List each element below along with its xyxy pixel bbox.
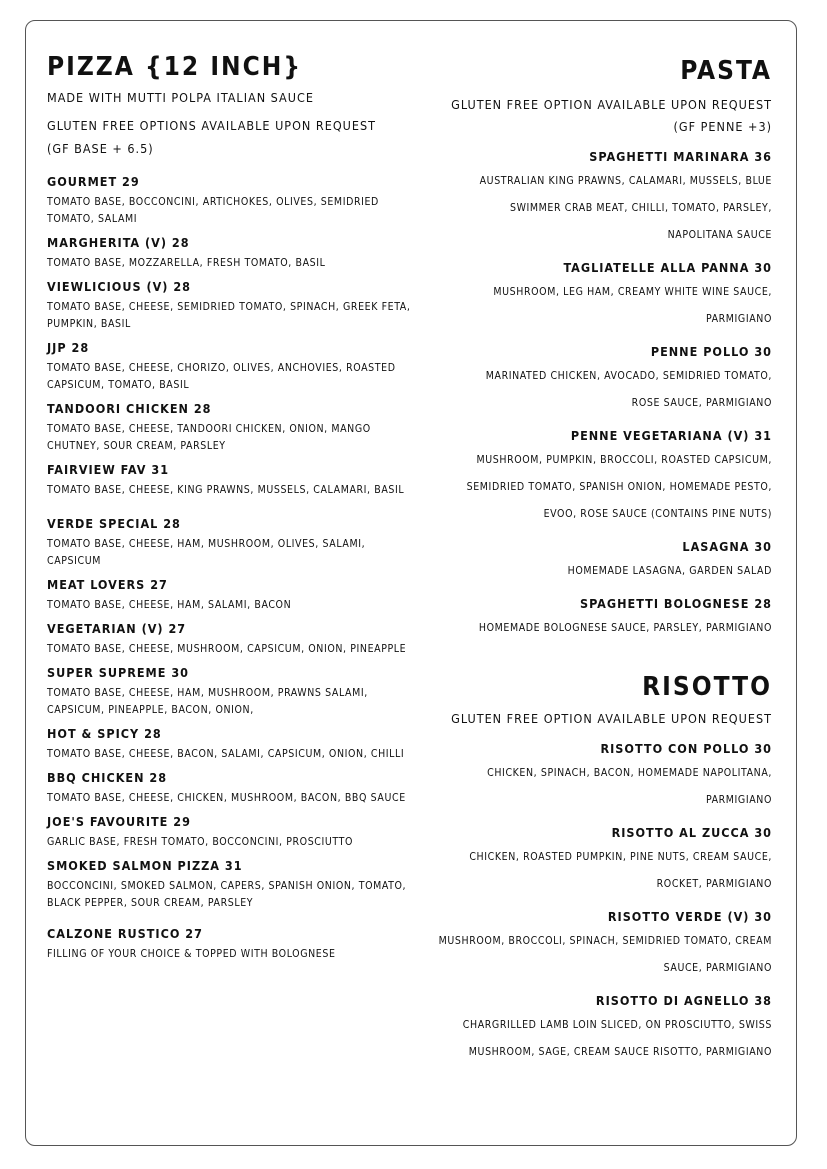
menu-item-description: MUSHROOM, PUMPKIN, BROCCOLI, ROASTED CAPSICUM, — [476, 454, 772, 466]
menu-item-name: SPAGHETTI MARINARA 36 — [589, 149, 772, 164]
menu-item-description: TOMATO BASE, CHEESE, HAM, SALAMI, BACON — [47, 599, 292, 611]
menu-item-name: MARGHERITA (V) 28 — [47, 235, 190, 250]
menu-item-description: EVOO, ROSE SAUCE (CONTAINS PINE NUTS) — [543, 508, 772, 520]
menu-item-name: JJP 28 — [47, 340, 90, 355]
risotto-subtitle: GLUTEN FREE OPTION AVAILABLE UPON REQUEST — [451, 711, 772, 726]
menu-item — [47, 770, 422, 807]
menu-item-name: MEAT LOVERS 27 — [47, 577, 168, 592]
menu-item-description: TOMATO BASE, CHEESE, CHICKEN, MUSHROOM, BACON, BBQ SAUCE — [47, 792, 406, 804]
menu-item-description: TOMATO BASE, MOZZARELLA, FRESH TOMATO, BASIL — [47, 257, 326, 269]
menu-item — [432, 990, 772, 1066]
risotto-title: RISOTTO — [642, 672, 772, 702]
menu-item-description: TOMATO BASE, CHEESE, HAM, MUSHROOM, PRAWNS SALAMI, CAPSICUM, PINEAPPLE, BACON, ONION, — [47, 687, 368, 716]
menu-item-name: LASAGNA 30 — [682, 539, 772, 554]
menu-item — [47, 621, 422, 658]
pizza-list — [47, 174, 422, 963]
menu-item-name: TAGLIATELLE ALLA PANNA 30 — [563, 260, 772, 275]
menu-item-description: AUSTRALIAN KING PRAWNS, CALAMARI, MUSSELS, BLUE — [479, 175, 772, 187]
menu-item — [47, 577, 422, 614]
pasta-title: PASTA — [680, 56, 772, 86]
menu-item — [432, 341, 772, 417]
pizza-section — [47, 52, 422, 963]
menu-item-description: NAPOLITANA SAUCE — [667, 229, 772, 241]
menu-item-description: MUSHROOM, SAGE, CREAM SAUCE RISOTTO, PARMIGIANO — [468, 1046, 772, 1058]
menu-item-name: FAIRVIEW FAV 31 — [47, 462, 170, 477]
menu-item-name: GOURMET 29 — [47, 174, 140, 189]
menu-item-description: ROSE SAUCE, PARMIGIANO — [631, 397, 772, 409]
menu-item — [47, 340, 422, 394]
menu-item-name: CALZONE RUSTICO 27 — [47, 926, 203, 941]
menu-item-name: JOE'S FAVOURITE 29 — [47, 814, 191, 829]
menu-item-name: VEGETARIAN (V) 27 — [47, 621, 187, 636]
menu-item-description: FILLING OF YOUR CHOICE & TOPPED WITH BOLOGNESE — [47, 948, 336, 960]
pizza-title: PIZZA {12 INCH} — [47, 52, 303, 82]
menu-item — [432, 822, 772, 898]
menu-item — [47, 665, 422, 719]
menu-item — [432, 146, 772, 249]
menu-item — [432, 906, 772, 982]
menu-item-description: HOMEMADE BOLOGNESE SAUCE, PARSLEY, PARMIGIANO — [478, 622, 772, 634]
menu-item — [432, 738, 772, 814]
pasta-list — [432, 146, 772, 642]
menu-item-description: MUSHROOM, LEG HAM, CREAMY WHITE WINE SAUCE, — [493, 286, 772, 298]
menu-item-description: TOMATO BASE, CHEESE, CHORIZO, OLIVES, ANCHOVIES, ROASTED CAPSICUM, TOMATO, BASIL — [47, 362, 396, 391]
menu-item-name: RISOTTO AL ZUCCA 30 — [611, 825, 772, 840]
menu-item-description: PARMIGIANO — [705, 313, 772, 325]
menu-item-name: PENNE POLLO 30 — [650, 344, 772, 359]
menu-item-name: RISOTTO DI AGNELLO 38 — [595, 993, 772, 1008]
menu-item-description: TOMATO BASE, CHEESE, TANDOORI CHICKEN, ONION, MANGO CHUTNEY, SOUR CREAM, PARSLEY — [47, 423, 371, 452]
menu-item-description: TOMATO BASE, CHEESE, SEMIDRIED TOMATO, SPINACH, GREEK FETA, PUMPKIN, BASIL — [47, 301, 411, 330]
menu-item — [47, 726, 422, 763]
pasta-subtitle: GLUTEN FREE OPTION AVAILABLE UPON REQUEST — [451, 97, 772, 112]
menu-item-description: TOMATO BASE, CHEESE, BACON, SALAMI, CAPSICUM, ONION, CHILLI — [47, 748, 405, 760]
menu-item-name: PENNE VEGETARIANA (V) 31 — [570, 428, 772, 443]
menu-item — [47, 174, 422, 228]
pizza-subtitle: (GF BASE + 6.5) — [47, 141, 154, 156]
menu-item-description: HOMEMADE LASAGNA, GARDEN SALAD — [567, 565, 772, 577]
risotto-section — [432, 672, 772, 1066]
menu-item-description: TOMATO BASE, CHEESE, KING PRAWNS, MUSSELS, CALAMARI, BASIL — [47, 484, 405, 496]
risotto-list — [432, 738, 772, 1066]
menu-item-description: SEMIDRIED TOMATO, SPANISH ONION, HOMEMADE PESTO, — [466, 481, 772, 493]
menu-item-description: TOMATO BASE, CHEESE, HAM, MUSHROOM, OLIVES, SALAMI, CAPSICUM — [47, 538, 366, 567]
menu-item-description: CHARGRILLED LAMB LOIN SLICED, ON PROSCIUTTO, SWISS — [462, 1019, 772, 1031]
menu-item — [47, 235, 422, 272]
menu-item-description: PARMIGIANO — [705, 794, 772, 806]
menu-item-description: MUSHROOM, BROCCOLI, SPINACH, SEMIDRIED TOMATO, CREAM — [438, 935, 772, 947]
menu-item — [47, 926, 422, 963]
menu-item-name: RISOTTO CON POLLO 30 — [600, 741, 772, 756]
pizza-subtitle: GLUTEN FREE OPTIONS AVAILABLE UPON REQUEST — [47, 118, 377, 133]
right-column — [432, 56, 772, 1066]
pasta-subtitle: (GF PENNE +3) — [673, 119, 772, 134]
menu-item-name: VIEWLICIOUS (V) 28 — [47, 279, 192, 294]
menu-item-name: TANDOORI CHICKEN 28 — [47, 401, 212, 416]
menu-item-description: CHICKEN, ROASTED PUMPKIN, PINE NUTS, CREAM SAUCE, — [469, 851, 772, 863]
menu-item-description: MARINATED CHICKEN, AVOCADO, SEMIDRIED TOMATO, — [485, 370, 772, 382]
menu-item-name: SPAGHETTI BOLOGNESE 28 — [579, 596, 772, 611]
menu-item — [47, 279, 422, 333]
menu-item-description: GARLIC BASE, FRESH TOMATO, BOCCONCINI, PROSCIUTTO — [47, 836, 353, 848]
menu-item — [47, 814, 422, 851]
menu-item — [432, 425, 772, 528]
menu-item-description: ROCKET, PARMIGIANO — [656, 878, 772, 890]
pizza-subtitle: MADE WITH MUTTI POLPA ITALIAN SAUCE — [47, 90, 314, 105]
menu-item-name: HOT & SPICY 28 — [47, 726, 162, 741]
menu-item — [47, 858, 422, 912]
menu-item — [432, 257, 772, 333]
menu-item — [47, 401, 422, 455]
menu-item-name: RISOTTO VERDE (V) 30 — [607, 909, 772, 924]
menu-item-description: TOMATO BASE, CHEESE, MUSHROOM, CAPSICUM, ONION, PINEAPPLE — [47, 643, 407, 655]
menu-item-name: VERDE SPECIAL 28 — [47, 516, 181, 531]
menu-item-name: SUPER SUPREME 30 — [47, 665, 189, 680]
menu-item-description: SWIMMER CRAB MEAT, CHILLI, TOMATO, PARSLEY, — [510, 202, 772, 214]
pasta-section — [432, 56, 772, 642]
menu-item-name: SMOKED SALMON PIZZA 31 — [47, 858, 243, 873]
menu-item — [47, 462, 422, 499]
menu-item-description: BOCCONCINI, SMOKED SALMON, CAPERS, SPANISH ONION, TOMATO, BLACK PEPPER, SOUR CREAM, PARSLEY — [47, 880, 407, 909]
menu-item — [47, 516, 422, 570]
menu-item — [432, 593, 772, 642]
menu-item-description: CHICKEN, SPINACH, BACON, HOMEMADE NAPOLITANA, — [487, 767, 772, 779]
menu-item-name: BBQ CHICKEN 28 — [47, 770, 168, 785]
menu-item-description: SAUCE, PARMIGIANO — [663, 962, 772, 974]
menu-item — [432, 536, 772, 585]
menu-item-description: TOMATO BASE, BOCCONCINI, ARTICHOKES, OLIVES, SEMIDRIED TOMATO, SALAMI — [47, 196, 379, 225]
